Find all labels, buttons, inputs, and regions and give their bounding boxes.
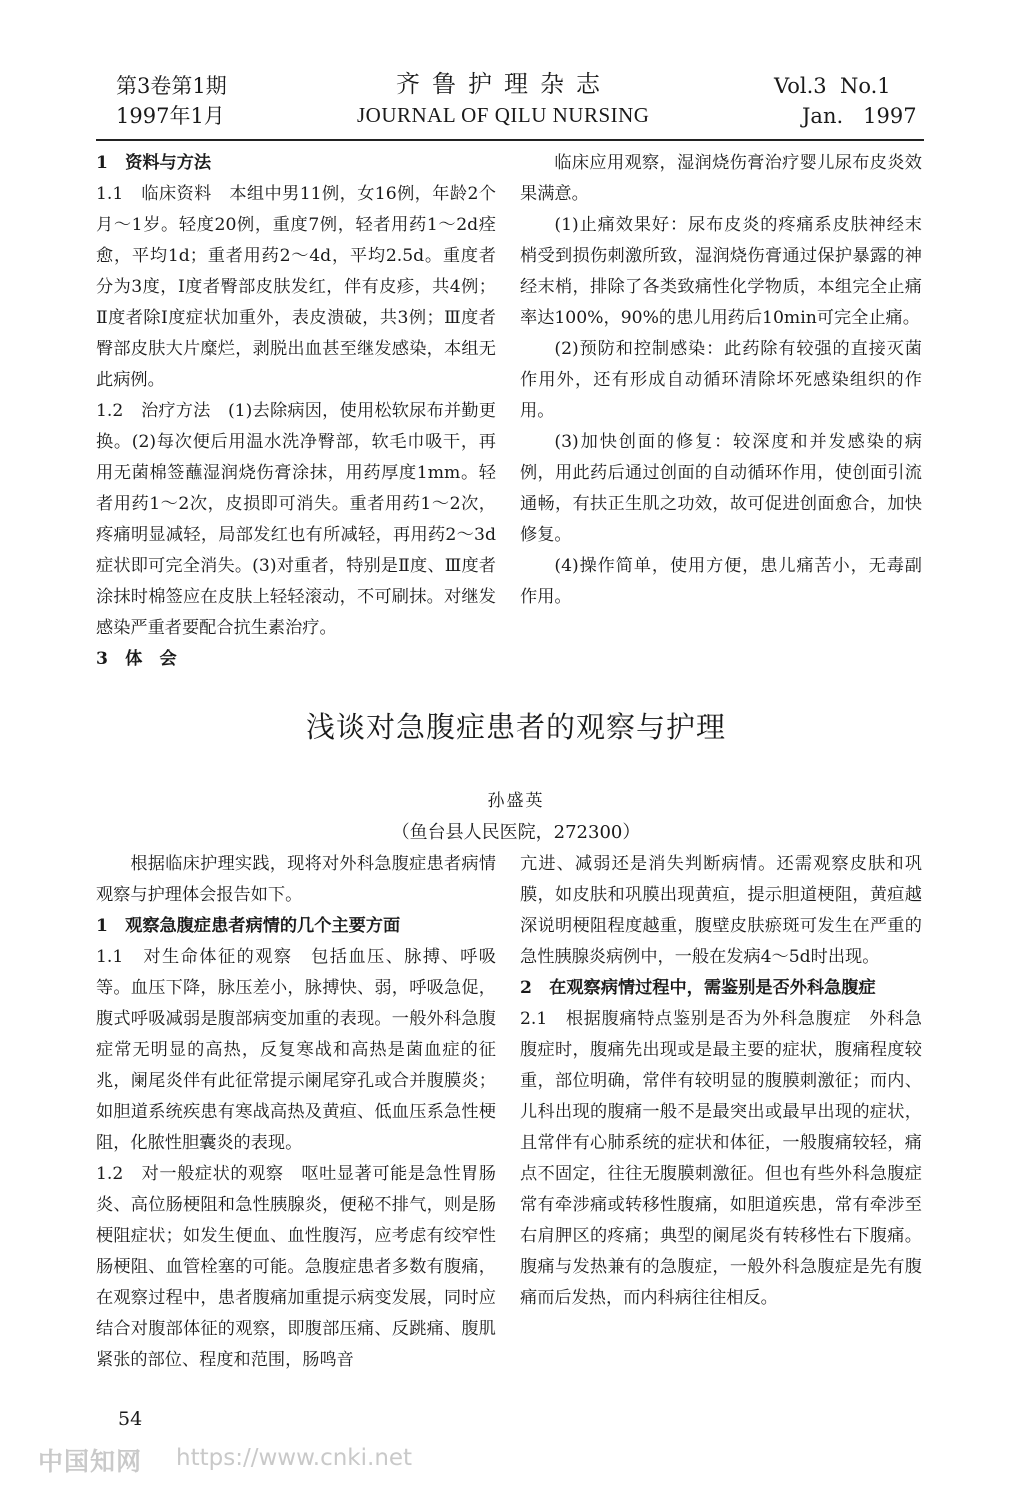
- paragraph: 亢进、减弱还是消失判断病情。还需观察皮肤和巩膜，如皮肤和巩膜出现黄疸，提示胆道梗阻，黄疸越深说明梗阻程度越重，腹壁皮肤瘀斑可发生在严重的急性胰腺炎病例中，一般在发病4～5d时出现。: [520, 854, 922, 967]
- paragraph: (3)加快创面的修复：较深度和并发感染的病例，用此药后通过创面的自动循环作用，使创面引流通畅，有扶正生肌之功效，故可促进创面愈合，加快修复。: [520, 432, 922, 545]
- paragraph: 临床应用观察，湿润烧伤膏治疗婴儿尿布皮炎效果满意。: [520, 153, 922, 204]
- paragraph: 1.1 对生命体征的观察 包括血压、脉搏、呼吸等。血压下降，脉压差小，脉搏快、弱，呼吸急促，腹式呼吸减弱是腹部病变加重的表现。一般外科急腹症常无明显的高热，反复寒战和高热是菌血症的征兆，阑尾炎伴有此征常提示阑尾穿孔或合并腹膜炎；如胆道系统疾患有寒战高热及黄疸、低血压系急性梗阻，化脓性胆囊炎的表现。: [96, 947, 496, 1153]
- author-affiliation: （鱼台县人民医院，272300）: [391, 822, 641, 843]
- section-heading: 1 观察急腹症患者病情的几个主要方面: [96, 916, 401, 936]
- journal-title-en: JOURNAL OF QILU NURSING: [357, 103, 650, 127]
- section-heading: 1 资料与方法: [96, 153, 212, 173]
- cnki-watermark-url: https://www.cnki.net: [176, 1445, 413, 1471]
- prev-article-left-column: [96, 148, 496, 669]
- header-rule: [96, 139, 924, 141]
- paragraph: (2)预防和控制感染：此药除有较强的直接灭菌作用外，还有形成自动循环清除坏死感染组织的作用。: [520, 339, 922, 421]
- paragraph: 根据临床护理实践，现将对外科急腹症患者病情观察与护理体会报告如下。: [96, 854, 496, 905]
- prev-article-right-column: [520, 148, 922, 628]
- journal-title-cn: 齐鲁护理杂志: [396, 70, 612, 98]
- paragraph: (4)操作简单，使用方便，患儿痛苦小，无毒副作用。: [520, 556, 922, 607]
- volume-issue-en: Vol.3 No.1: [774, 74, 891, 98]
- article-title: 浅谈对急腹症患者的观察与护理: [305, 710, 726, 744]
- section-heading: 3 体 会: [96, 649, 177, 669]
- article-right-column: [520, 849, 922, 1379]
- issue-date-en: Jan. 1997: [802, 104, 917, 128]
- paragraph: 2.1 根据腹痛特点鉴别是否为外科急腹症 外科急腹症时，腹痛先出现或是最主要的症状，腹痛程度较重，部位明确，常伴有较明显的腹膜刺激征；而内、儿科出现的腹痛一般不是最突出或最早出现的症状，且常伴有心肺系统的症状和体征，一般腹痛较轻，痛点不固定，往往无腹膜刺激征。但也有些外科急腹症常有牵涉痛或转移性腹痛，如胆道疾患，常有牵涉至右肩胛区的疼痛；典型的阑尾炎有转移性右下腹痛。腹痛与发热兼有的急腹症，一般外科急腹症是先有腹痛而后发热，而内科病往往相反。: [520, 1009, 922, 1308]
- article-left-column: [96, 849, 496, 1379]
- cnki-watermark-logo: 中国知网: [38, 1447, 143, 1476]
- issue-date-cn: 1997年1月: [116, 104, 225, 128]
- page-number: 54: [118, 1408, 143, 1430]
- volume-issue-cn: 第3卷第1期: [116, 74, 227, 98]
- paragraph: (1)止痛效果好：尿布皮炎的疼痛系皮肤神经末梢受到损伤刺激所致，湿润烧伤膏通过保护暴露的神经末梢，排除了各类致痛性化学物质，本组完全止痛率达100%，90%的患儿用药后10min可完全止痛。: [520, 215, 922, 328]
- paragraph: 1.2 治疗方法 (1)去除病因，使用松软尿布并勤更换。(2)每次便后用温水洗净臀部，软毛巾吸干，再用无菌棉签蘸湿润烧伤膏涂抹，用药厚度1mm。轻者用药1～2次，皮损即可消失。重者用药1～2次，疼痛明显减轻，局部发红也有所减轻，再用药2～3d症状即可完全消失。(3)对重者，特别是Ⅱ度、Ⅲ度者涂抹时棉签应在皮肤上轻轻滚动，不可刷抹。对继发感染严重者要配合抗生素治疗。: [96, 401, 496, 638]
- paragraph: 1.2 对一般症状的观察 呕吐显著可能是急性胃肠炎、高位肠梗阻和急性胰腺炎，便秘不排气，则是肠梗阻症状；如发生便血、血性腹泻，应考虑有绞窄性肠梗阻、血管栓塞的可能。急腹症患者多数有腹痛，在观察过程中，患者腹痛加重提示病变发展，同时应结合对腹部体征的观察，即腹部压痛、反跳痛、腹肌紧张的部位、程度和范围，肠鸣音: [96, 1164, 496, 1370]
- article-author: 孙盛英: [487, 791, 545, 811]
- section-heading: 2 在观察病情过程中，需鉴别是否外科急腹症: [520, 978, 876, 998]
- paragraph: 1.1 临床资料 本组中男11例，女16例，年龄2个月～1岁。轻度20例，重度7例，轻者用药1～2d痊愈，平均1d；重者用药2～4d，平均2.5d。重度者分为3度，Ⅰ度者臀部皮肤发红，伴有皮疹，共4例；Ⅱ度者除Ⅰ度症状加重外，表皮溃破，共3例；Ⅲ度者臀部皮肤大片糜烂，剥脱出血甚至继发感染，本组无此病例。: [96, 184, 496, 390]
